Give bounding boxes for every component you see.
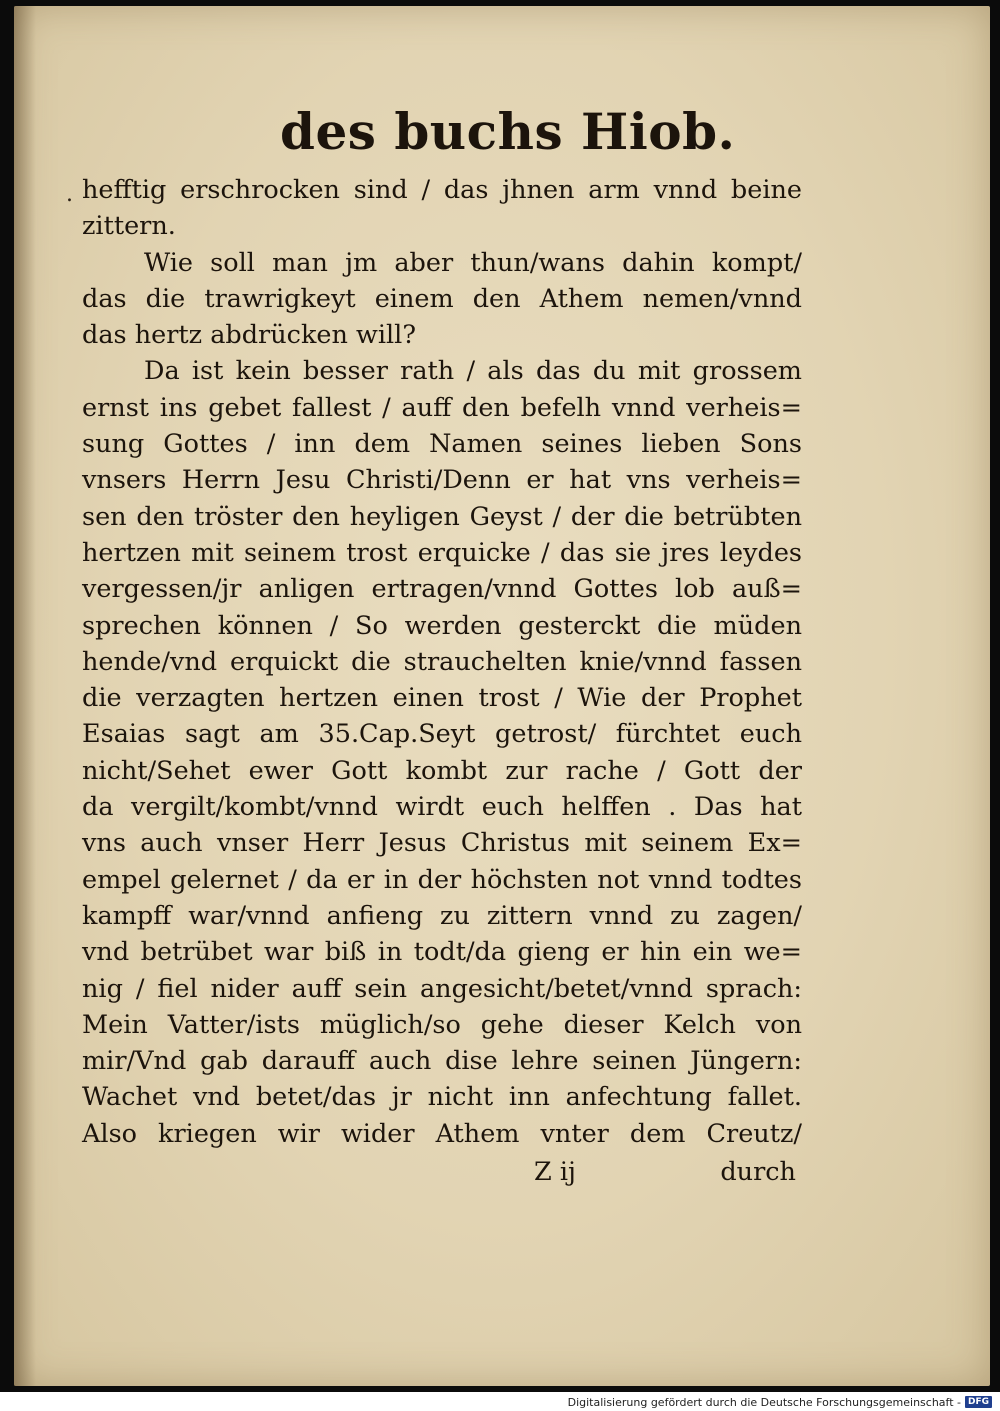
text-line: nicht/Sehet ewer Gott kombt zur rache / Gott der xyxy=(82,755,802,786)
text-line: das die trawrigkeyt einem den Athem nemen/vnnd xyxy=(82,283,802,314)
text-line: empel gelernet / da er in der höchsten not vnnd todtes xyxy=(82,864,802,895)
text-line: hefftig erschrocken sind / das jhnen arm vnnd beine xyxy=(82,175,802,205)
text-line: vnd betrübet war biß in todt/da gieng er hin ein we= xyxy=(82,937,802,968)
book-page xyxy=(14,6,990,1386)
text-line: sprechen können / So werden gesterckt die müden xyxy=(82,610,802,641)
text-line: Da ist kein besser rath / als das du mit grossem xyxy=(144,356,802,387)
text-line: ernst ins gebet fallest / auff den befelh vnnd verheis= xyxy=(82,392,802,423)
body-text xyxy=(82,172,802,1152)
text-line: vergessen/jr anligen ertragen/vnnd Gottes lob auß= xyxy=(82,574,802,605)
text-line: Also kriegen wir wider Athem vnter dem Creutz/ xyxy=(82,1118,802,1149)
catchword: durch xyxy=(720,1157,796,1187)
margin-mark: . xyxy=(66,182,73,207)
text-line: Wachet vnd betet/das jr nicht inn anfechtung fallet. xyxy=(82,1082,802,1113)
text-line: das hertz abdrücken will? xyxy=(82,320,416,351)
digitization-credit xyxy=(568,1394,992,1410)
credit-text: Digitalisierung gefördert durch die Deutsche Forschungsgemeinschaft - xyxy=(567,1395,961,1409)
dfg-logo: DFG xyxy=(965,1396,992,1408)
text-line: da vergilt/kombt/vnnd wirdt euch helffen . Das hat xyxy=(82,792,802,823)
signature-mark: Z ij xyxy=(534,1157,576,1187)
text-line: die verzagten hertzen einen trost / Wie der Prophet xyxy=(82,683,802,714)
running-head: des buchs Hiob. xyxy=(280,102,736,161)
text-line: hertzen mit seinem trost erquicke / das sie jres leydes xyxy=(82,537,802,568)
text-line: kampff war/vnnd anfieng zu zittern vnnd zu zagen/ xyxy=(82,900,802,931)
text-line: Wie soll man jm aber thun/wans dahin kompt/ xyxy=(144,247,802,278)
page-footer-line xyxy=(534,1152,796,1192)
text-line: Esaias sagt am 35.Cap.Seyt getrost/ fürchtet euch xyxy=(82,719,802,750)
text-line: vnsers Herrn Jesu Christi/Denn er hat vns verheis= xyxy=(82,465,802,496)
text-line: mir/Vnd gab darauff auch dise lehre seinen Jüngern: xyxy=(82,1046,802,1077)
text-line: hende/vnd erquickt die strauchelten knie/vnnd fassen xyxy=(82,646,802,677)
text-line: nig / fiel nider auff sein angesicht/betet/vnnd sprach: xyxy=(82,973,802,1004)
text-line: vns auch vnser Herr Jesus Christus mit seinem Ex= xyxy=(82,828,802,859)
text-line: Mein Vatter/ists müglich/so gehe dieser Kelch von xyxy=(82,1009,802,1040)
text-line: sung Gottes / inn dem Namen seines lieben Sons xyxy=(82,429,802,460)
text-line: sen den tröster den heyligen Geyst / der die betrübten xyxy=(82,501,802,532)
text-line: zittern. xyxy=(82,211,176,242)
